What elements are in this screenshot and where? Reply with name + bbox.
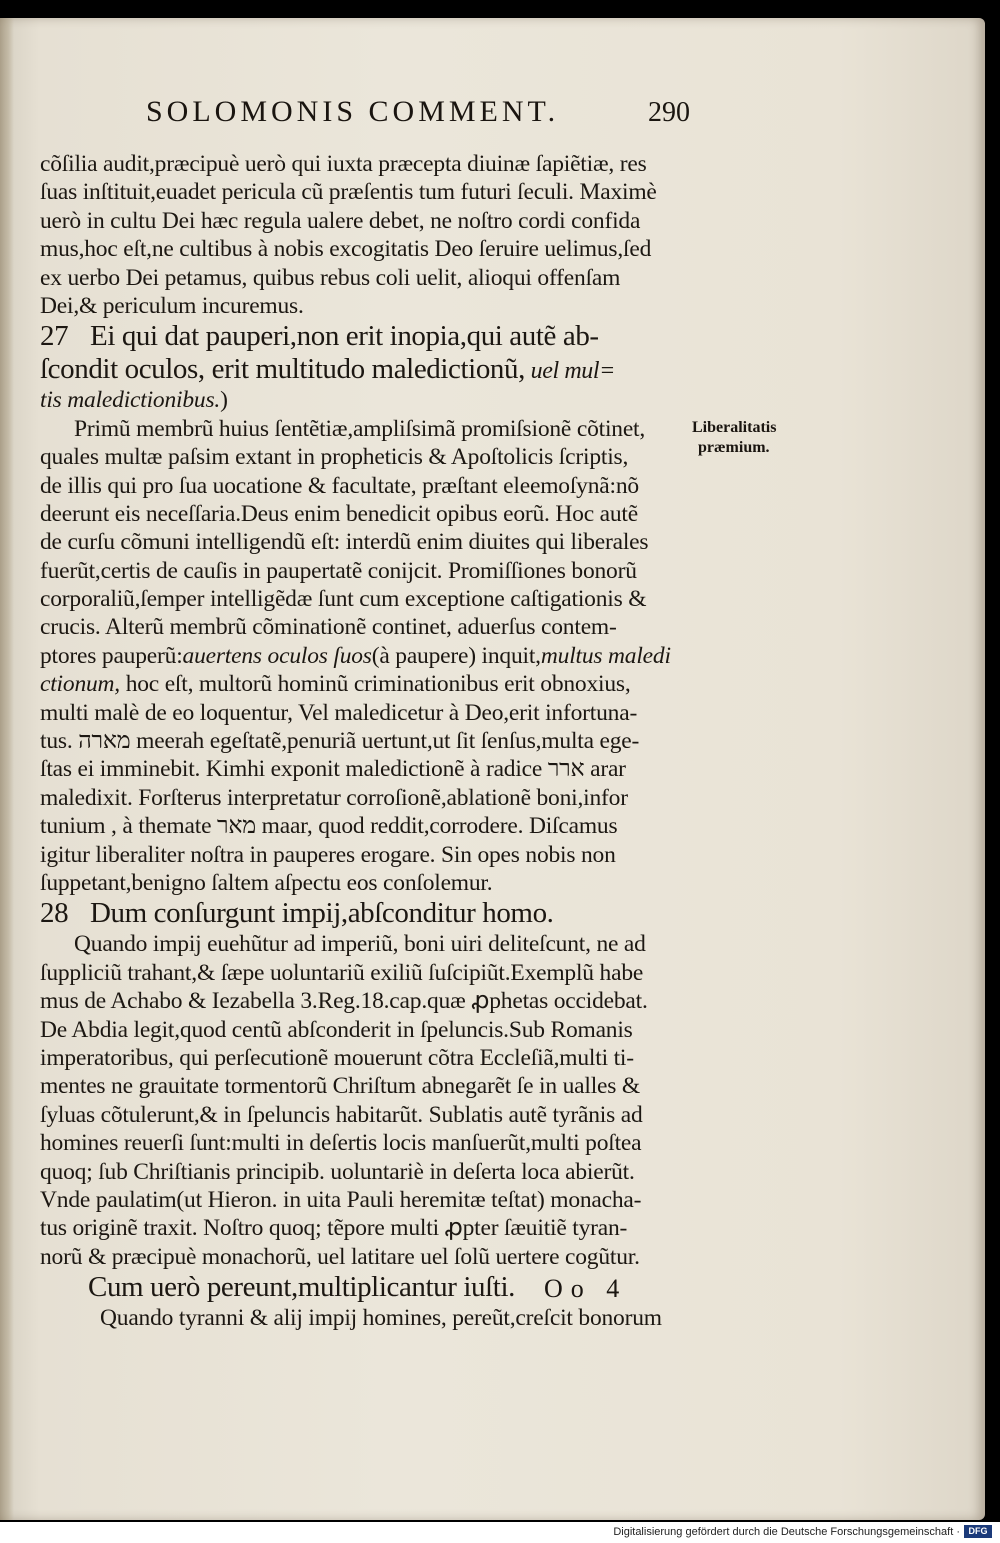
verse-text: Ei qui dat pauperi,non erit inopia,qui autẽ ab-	[90, 320, 599, 353]
verse-text: ſcondit oculos, erit multitudo maledictionũ,	[40, 353, 525, 386]
text-line: crucis. Alterũ membrũ cõminationẽ continet, aduerſus contem-	[40, 614, 617, 641]
marginal-note	[692, 418, 776, 458]
text-line: ex uerbo Dei petamus, quibus rebus coli uelit, alioqui offenſam	[40, 264, 621, 291]
text-line: deerunt eis neceſſaria.Deus enim benedicit opibus eorũ. Hoc autẽ	[40, 500, 638, 527]
text-line: maledixit. Forſterus interpretatur corroſionẽ,ablationẽ boni,infor	[40, 784, 628, 811]
text-line: de curſu cõmuni intelligendũ eſt: interdũ enim diuites qui liberales	[40, 529, 649, 556]
quoted-text: ctionum,	[40, 671, 120, 698]
text-line: quoq; ſub Chriſtianis principib. uoluntariè in deſerta loca abierũt.	[40, 1158, 635, 1185]
text-line: norũ & præcipuè monachorũ, uel latitare uel ſolũ uertere cogũtur.	[40, 1243, 640, 1270]
verse-number: 28	[40, 897, 69, 930]
text-line: fuerũt,certis de cauſis in paupertatẽ conijcit. Promiſſiones bonorũ	[40, 557, 637, 584]
text-line	[40, 670, 705, 698]
text-line: ſtas ei imminebit. Kimhi exponit maledictionẽ à radice ארר arar	[40, 756, 626, 783]
text-line: multi malè de eo loquentur, Vel maledicetur à Deo,erit infortuna-	[40, 699, 638, 726]
text-line: De Abdia legit,quod centũ abſconderit in ſpeluncis.Sub Romanis	[40, 1016, 633, 1043]
text-block	[40, 150, 705, 1332]
text-line: Quando impij euehũtur ad imperiũ, boni uiri deliteſcunt, ne ad	[74, 931, 646, 958]
text-line: tunium , à themate מאר maar, quod reddit,corrodere. Diſcamus	[40, 813, 618, 840]
text-line: ſyluas cõtulerunt,& in ſpeluncis habitarũt. Sublatis autẽ tyrãnis ad	[40, 1101, 643, 1128]
text-line: tus originẽ traxit. Noſtro quoq; tẽpore multi ꝓpter ſæuitiẽ tyran-	[40, 1215, 628, 1242]
quoted-text: auertens oculos ſuos	[182, 642, 372, 669]
text-line: ſuppliciũ trahant,& ſæpe uoluntariũ exiliũ ſuſcipiũt.Exemplũ habe	[40, 959, 644, 986]
text-line: corporaliũ,ſemper intelligẽdæ ſunt cum exceptione caſtigationis &	[40, 586, 647, 613]
text-segment: (à paupere) inquit,	[371, 642, 541, 669]
verse-number: 27	[40, 320, 69, 353]
quoted-text: multus maledi	[540, 642, 671, 669]
text-line: igitur liberaliter noſtra in pauperes erogare. Sin opes nobis non	[40, 841, 616, 868]
text-line: Primũ membrũ huius ſentẽtiæ,ampliſsimã promiſsionẽ cõtinet,	[74, 415, 646, 442]
text-line: cõſilia audit,præcipuè uerò qui iuxta præcepta diuinæ ſapiẽtiæ, res	[40, 151, 647, 177]
text-line: Dei,& periculum incuremus.	[40, 292, 304, 319]
text-segment: ptores pauperũ:	[40, 642, 183, 669]
text-line: Quando tyranni & alij impij homines, pereũt,creſcit bonorum	[100, 1305, 662, 1332]
verse-alt-reading: tis maledictionibus.	[40, 387, 221, 414]
folio-number: 290	[648, 97, 690, 128]
text-line: tus. מארה meerah egeſtatẽ,penuriã uertunt,ut ſit ſenſus,multa ege-	[40, 728, 640, 755]
text-segment: hoc eſt, multorũ hominũ criminationibus erit obnoxius,	[125, 671, 631, 698]
text-line: quales multæ paſsim extant in propheticis & Apoſtolicis ſcriptis,	[40, 444, 629, 471]
verse-28-second-half: Cum uerò pereunt,multiplicantur iuſti.	[88, 1271, 515, 1304]
text-line: mus de Achabo & Iezabella 3.Reg.18.cap.quæ ꝓphetas occidebat.	[40, 988, 648, 1015]
verse-28	[40, 897, 705, 930]
text-line: mus,hoc eſt,ne cultibus à nobis excogitatis Deo ſeruire uelimus,ſed	[40, 236, 652, 263]
closing-paren: )	[220, 387, 228, 414]
text-line: ſuas inſtituit,euadet pericula cũ præſentis tum futuri ſeculi. Maximè	[40, 179, 657, 206]
text-line: homines reuerſi ſunt:multi in deſertis locis manſuerũt,multi poſtea	[40, 1130, 642, 1157]
verse-27-line-2	[40, 353, 705, 386]
marginal-note-line: Liberalitatis	[692, 419, 777, 436]
running-head: SOLOMONIS COMMENT.	[146, 95, 560, 128]
signature-mark: Oo 4	[544, 1274, 628, 1303]
text-line: ſuppetant,benigno ſaltem aſpectu eos conſolemur.	[40, 869, 493, 896]
text-line: uerò in cultu Dei hæc regula ualere debet, ne noſtro cordi confida	[40, 207, 641, 234]
footer-credit: Digitalisierung gefördert durch die Deutsche Forschungsgemeinschaft ·	[613, 1526, 960, 1538]
text-line: mentes ne grauitate tormentorũ Chriſtum abnegarẽt ſe in ualles &	[40, 1073, 640, 1100]
verse-text: Dum conſurgunt impij,abſconditur homo.	[90, 897, 554, 930]
text-line: de illis qui pro ſua uocatione & facultate, præſtant eleemoſynã:nõ	[40, 472, 639, 499]
verse-alt-reading: uel mul=	[525, 358, 615, 385]
marginal-note-line: præmium.	[698, 439, 770, 456]
text-line: imperatoribus, qui perſecutionẽ mouerunt cõtra Eccleſiã,multi ti-	[40, 1044, 634, 1071]
verse-27-line-1	[40, 320, 705, 353]
text-line	[40, 642, 705, 670]
dfg-logo-icon: DFG	[964, 1525, 992, 1538]
verse-27-line-3	[40, 386, 705, 414]
text-line: Vnde paulatim(ut Hieron. in uita Pauli heremitæ teſtat) monacha-	[40, 1186, 642, 1213]
